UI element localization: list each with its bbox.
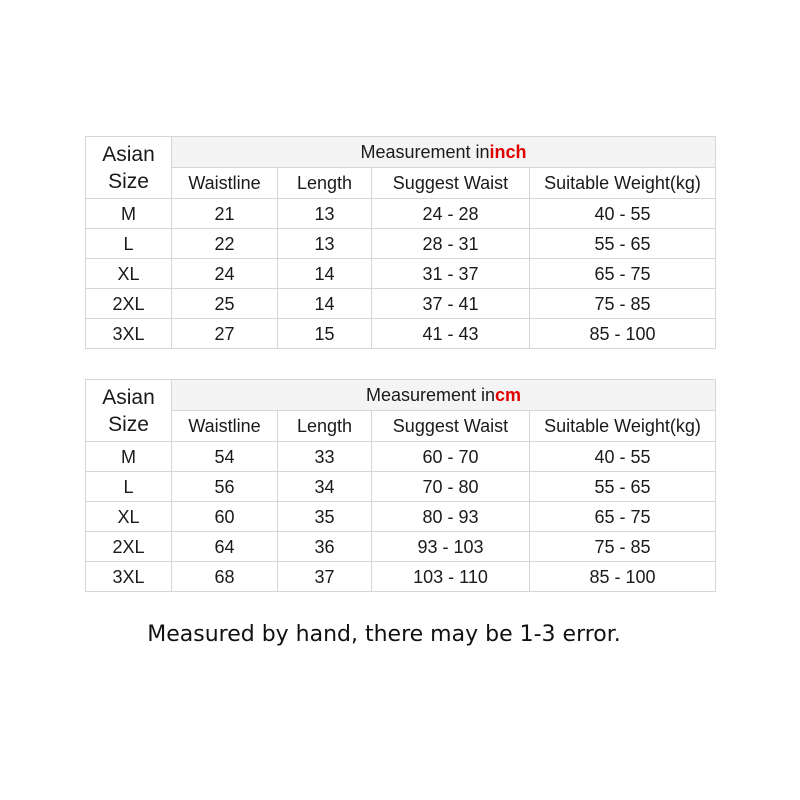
table-cell: 40 - 55: [530, 199, 716, 229]
measurement-note: Measured by hand, there may be 1-3 error.: [147, 622, 621, 647]
table-cell: 35: [278, 502, 372, 532]
table-cell: 40 - 55: [530, 442, 716, 472]
table-cell: 75 - 85: [530, 289, 716, 319]
table-cell: 21: [172, 199, 278, 229]
table-row: [86, 259, 716, 289]
table-cell: 75 - 85: [530, 532, 716, 562]
size-cell: 3XL: [86, 562, 172, 592]
table-cell: 60 - 70: [372, 442, 530, 472]
table-cell: 37: [278, 562, 372, 592]
size-label-line2: Size: [108, 169, 149, 193]
table-row: [86, 199, 716, 229]
table-cell: 28 - 31: [372, 229, 530, 259]
measurement-prefix: Measurement in: [360, 142, 490, 162]
table-cell: 55 - 65: [530, 472, 716, 502]
table-cell: 85 - 100: [530, 319, 716, 349]
table-cell: 25: [172, 289, 278, 319]
table-row: [86, 472, 716, 502]
table-cell: 24: [172, 259, 278, 289]
table-row: [86, 442, 716, 472]
table-cell: 103 - 110: [372, 562, 530, 592]
measurement-header: [172, 380, 716, 411]
size-cell: 3XL: [86, 319, 172, 349]
size-table-inch: [85, 136, 716, 349]
table-cell: 14: [278, 289, 372, 319]
size-column-header: [86, 137, 172, 199]
size-cell: L: [86, 229, 172, 259]
table-cell: 54: [172, 442, 278, 472]
table-cell: 22: [172, 229, 278, 259]
table-cell: 56: [172, 472, 278, 502]
table-cell: 36: [278, 532, 372, 562]
table-cell: 15: [278, 319, 372, 349]
column-header: Suggest Waist: [372, 411, 530, 442]
table-cell: 13: [278, 229, 372, 259]
column-header: Suitable Weight(kg): [530, 168, 716, 199]
size-cell: XL: [86, 502, 172, 532]
table-cell: 80 - 93: [372, 502, 530, 532]
table-cell: 65 - 75: [530, 502, 716, 532]
size-cell: L: [86, 472, 172, 502]
table-cell: 41 - 43: [372, 319, 530, 349]
column-header: Suggest Waist: [372, 168, 530, 199]
column-header: Waistline: [172, 411, 278, 442]
size-table-cm: [85, 379, 716, 592]
size-cell: 2XL: [86, 289, 172, 319]
table-row: [86, 289, 716, 319]
table-cell: 68: [172, 562, 278, 592]
table-cell: 27: [172, 319, 278, 349]
unit-label: cm: [495, 385, 522, 405]
table-row: [86, 502, 716, 532]
table-cell: 60: [172, 502, 278, 532]
table-cell: 65 - 75: [530, 259, 716, 289]
measurement-header: [172, 137, 716, 168]
column-header: Suitable Weight(kg): [530, 411, 716, 442]
table-row: [86, 229, 716, 259]
size-cell: XL: [86, 259, 172, 289]
column-header: Waistline: [172, 168, 278, 199]
table-cell: 93 - 103: [372, 532, 530, 562]
table-cell: 34: [278, 472, 372, 502]
table-cell: 70 - 80: [372, 472, 530, 502]
column-header: Length: [278, 168, 372, 199]
table-cell: 85 - 100: [530, 562, 716, 592]
table-row: [86, 562, 716, 592]
table-cell: 13: [278, 199, 372, 229]
unit-label: inch: [489, 142, 527, 162]
size-cell: 2XL: [86, 532, 172, 562]
size-label-line1: Asian: [102, 142, 155, 166]
table-cell: 14: [278, 259, 372, 289]
size-label-line1: Asian: [102, 385, 155, 409]
size-cell: M: [86, 199, 172, 229]
table-cell: 31 - 37: [372, 259, 530, 289]
size-label-line2: Size: [108, 412, 149, 436]
table-row: [86, 532, 716, 562]
table-cell: 33: [278, 442, 372, 472]
table-cell: 55 - 65: [530, 229, 716, 259]
table-cell: 37 - 41: [372, 289, 530, 319]
measurement-prefix: Measurement in: [365, 385, 496, 405]
column-header: Length: [278, 411, 372, 442]
size-column-header: [86, 380, 172, 442]
table-row: [86, 319, 716, 349]
table-cell: 24 - 28: [372, 199, 530, 229]
size-cell: M: [86, 442, 172, 472]
table-cell: 64: [172, 532, 278, 562]
